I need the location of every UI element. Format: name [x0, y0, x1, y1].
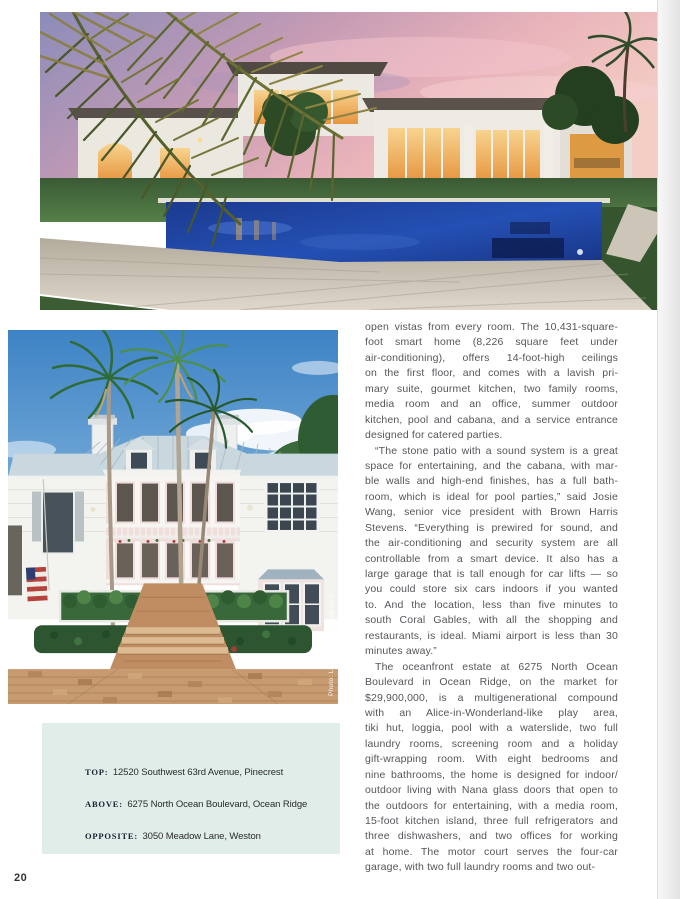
article-line: room, which is ideal for pool parties,” said Josie: [365, 490, 618, 503]
article-line: three dishwashers, and two offices for working: [365, 830, 618, 843]
page-number: 20: [14, 872, 28, 884]
page-edge-gutter: [657, 0, 680, 899]
article-line: outdoor living with Nana glass doors that open to: [365, 784, 618, 797]
article-line: the air-conditioning and security system are all: [365, 537, 618, 550]
article-line: 15-foot kitchen island, three full refrigerators and: [365, 815, 618, 827]
caption-opposite-label: OPPOSITE:: [85, 831, 139, 841]
article-line: controllable from a smart device. It also has a: [365, 552, 618, 565]
article-line: open vistas from every room. The 10,431-square-: [365, 321, 618, 333]
caption-top-label: TOP:: [85, 767, 109, 777]
article-line: large garage that is tall enough for car lifts — so: [365, 568, 618, 580]
article-line: Wang, senior vice president with Brown Harris: [365, 506, 618, 519]
article-line: “The stone patio with a sound system is a great: [375, 444, 618, 457]
article-line: kitchen, pool and cabana, and a service entrance: [365, 413, 618, 426]
article-line: restaurants, is ideal. Miami airport is less than 30: [365, 629, 618, 642]
caption-above-text: 6275 North Ocean Boulevard, Ocean Ridge: [127, 799, 308, 810]
article-line: nine bathrooms, the home is designed for indoor/: [365, 768, 618, 781]
bay-window-roof: [258, 569, 324, 579]
top-photo-pool-estate: [40, 12, 657, 310]
caption-top-text: 12520 Southwest 63rd Avenue, Pinecrest: [112, 767, 284, 778]
article-line: garage, with two full laundry rooms and two out-: [365, 861, 596, 874]
article-line: on the first floor, and comes with a lavish pri-: [365, 367, 618, 380]
article-line: space for entertaining, and the cabana, with mar-: [365, 459, 618, 472]
caption-above-label: ABOVE:: [85, 799, 123, 809]
article-line: $29,900,000, is a multigenerational compound: [365, 691, 618, 704]
article-line: mary suite, gourmet kitchen, two family rooms,: [365, 382, 618, 395]
article-line: air-conditioning), offers 14-foot-high ceilings: [365, 351, 618, 364]
article-line: you could store six cars indoors if you wanted: [365, 583, 618, 596]
left-photo-credit: Photo: Living Proof Photography: [327, 593, 336, 697]
caption-opposite-text: 3050 Meadow Lane, Weston: [142, 831, 261, 842]
caption-above: [85, 794, 324, 812]
caption-opposite: [85, 826, 324, 844]
caption-box: [42, 723, 340, 854]
article-line: minutes away.”: [365, 645, 437, 658]
left-photo-pink-house: [8, 330, 338, 704]
top-photo-illustration: [40, 12, 657, 310]
article-line: The oceanfront estate at 6275 North Ocean: [375, 660, 618, 673]
article-line: media room and an office, summer outdoor: [365, 398, 618, 411]
left-photo-illustration: [8, 330, 338, 704]
article-line: at home. The motor court serves the four-car: [365, 845, 618, 858]
article-line: laundry rooms, screening room and a holiday: [365, 737, 618, 750]
article-line: designed for catered parties.: [365, 429, 503, 442]
article-line: gift-wrapping room. With eight bedrooms and: [365, 753, 618, 766]
article-line: ble walls and high-end finishes, has a full bath-: [365, 475, 618, 488]
article-line: foot smart home (8,226 square feet under: [365, 336, 618, 349]
article-column: [365, 320, 618, 876]
article-line: tiki hut, loggia, pool with a waterslide, two full: [365, 722, 618, 735]
article-line: south Coral Gables, with all the shopping and: [365, 614, 618, 627]
article-line: Stevens. “Everything is prewired for sound, and: [365, 521, 618, 534]
article-line: the outdoors for entertaining, with a media room,: [365, 799, 618, 812]
article-line: with an Alice-in-Wonderland-like play area,: [365, 706, 618, 719]
article-line: Boulevard in Ocean Ridge, on the market for: [365, 676, 618, 689]
article-line: to. And the location, less than five minutes to: [365, 598, 618, 611]
caption-top: [85, 762, 324, 780]
